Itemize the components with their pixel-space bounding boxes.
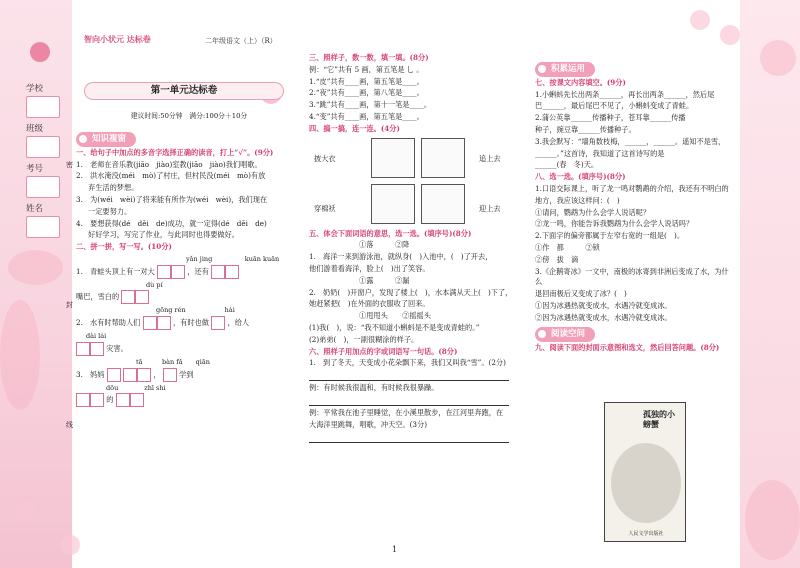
pinyin: dài lái [86, 332, 107, 341]
char-box[interactable] [90, 393, 104, 407]
q6-example: 大海洋里跳舞，唱歌，冲天空。(3分) [309, 419, 427, 429]
q5-item[interactable]: 2. 奶奶( )开窗户，发现了楼上( )，水本满从天上( )下了， [309, 287, 513, 297]
q1-item: 一定要努力。 [88, 206, 132, 216]
q4-left-item[interactable]: 披大衣 [314, 153, 336, 163]
flower-icon [60, 535, 80, 555]
bird-decoration-icon [760, 40, 796, 76]
kids-running-picture [421, 138, 465, 178]
q7-item[interactable]: 1.小蝌蚪先长出两条______，再长出两条______，然后尾 [535, 89, 715, 99]
q7-item[interactable]: 2.蒲公英靠______传播种子，苍耳靠______传播 [535, 113, 686, 123]
q5-item[interactable]: (2)弟弟( )，一副很糊涂的样子。 [309, 334, 419, 344]
pinyin: zhī shi [144, 383, 166, 392]
char-box[interactable] [143, 316, 157, 330]
castle-decoration-icon [745, 480, 800, 560]
q6-example: 例：有时候我很温和，有时候我很暴躁。 [309, 383, 439, 393]
char-box[interactable] [76, 393, 90, 407]
answer-line[interactable] [309, 433, 509, 443]
char-box[interactable] [171, 265, 185, 279]
char-box[interactable] [130, 393, 144, 407]
q1-item: 好好学习，写完了作业，与此同时也得要做好。 [88, 230, 239, 240]
q5-item: 他们游着看海洋，脸上( )出了笑容。 [309, 263, 430, 273]
label-name: 姓名 [26, 204, 44, 214]
page-number: 1 [392, 545, 398, 554]
pinyin: kuān kuān [244, 254, 280, 263]
char-box[interactable] [123, 368, 137, 382]
bird-icon [30, 42, 50, 62]
q5-options: ①露 ②漏 [359, 275, 410, 285]
q8-item[interactable]: 2.下面字的偏旁都属于左窄右宽的一组是( )。 [535, 231, 685, 241]
q4-right-item[interactable]: 追上去 [479, 153, 501, 163]
q8-option[interactable]: ①因为冰遇热就变成水，水遇冷就变成冰。 [535, 300, 672, 310]
school-field[interactable] [26, 96, 60, 118]
q4-right-item[interactable]: 迎上去 [479, 203, 501, 213]
q1-item[interactable]: 4. 要想获得(dé děi de)成功，就一定得(dé děi de) [76, 218, 267, 228]
label-id: 考号 [26, 164, 44, 174]
brand-subname: 达标卷 [126, 34, 151, 44]
char-box[interactable] [121, 290, 135, 304]
q4-matching [309, 136, 524, 228]
char-box[interactable] [211, 265, 225, 279]
question-7: 七、按课文内容填空。(9分) [535, 77, 626, 87]
q2-text: 嘴巴，雪白的 [76, 292, 120, 302]
q2-text: ， [153, 369, 161, 379]
label-class: 班级 [26, 124, 44, 134]
label-school: 学校 [26, 84, 44, 94]
q2-text: 3. 妈妈 [76, 369, 105, 379]
question-9: 九、阅读下面的封面示意图和选文，然后回答问题。(8分) [535, 343, 720, 353]
question-8: 八、选一选。(填序号)(8分) [535, 172, 626, 182]
pinyin: bàn fǎ [162, 357, 183, 366]
q8-item[interactable]: 地方，我应该这样问：( ) [535, 195, 620, 205]
seal-mark: 密 [66, 161, 73, 169]
char-box[interactable] [107, 368, 121, 382]
q1-item[interactable]: 1. 老师在音乐教(jiāo jiào)室教(jiāo jiào)我们唱歌。 [76, 159, 262, 169]
char-box[interactable] [137, 368, 151, 382]
id-field[interactable] [26, 176, 60, 198]
q5-options: ①甩甩头 ②摇摇头 [359, 311, 431, 321]
question-5: 五、体会下面词语的意思，选一选。(填序号)(8分) [309, 228, 472, 238]
char-box[interactable] [163, 368, 177, 382]
q2-text: ，给人 [227, 318, 250, 328]
q2-row [76, 358, 301, 382]
column-1 [76, 132, 301, 407]
section-header-knowledge: 知识複窗 [76, 132, 136, 147]
q3-item[interactable]: 1.“皮”共有____画，第五笔是____。 [309, 76, 424, 86]
tree-decoration-icon [8, 250, 63, 285]
q1-item[interactable]: 2. 洪水淹没(méi mò)了村庄，但村民没(méi mò)有放 [76, 171, 266, 181]
question-2: 二、拼一拼，写一写。(10分) [76, 242, 172, 252]
q2-row [76, 255, 301, 279]
book-cover [604, 402, 686, 542]
q5-item[interactable]: (1)我( )，说：“我不知道小蝌蚪是不是变成青蛙的。” [309, 322, 480, 332]
q5-options: ①落 ②降 [359, 240, 410, 250]
section-header-accumulate: 积累运用 [535, 62, 595, 77]
pinyin: qiān [195, 357, 210, 366]
brand-name: 智向小状元 [84, 34, 124, 44]
q3-item[interactable]: 2.“夜”共有____画，第八笔是____。 [309, 88, 424, 98]
q8-item: 1.口语交际课上，听了龙一鸣对鹦鹉的介绍，我还有不明白的 [535, 183, 729, 193]
answer-line[interactable] [309, 371, 509, 381]
q8-option[interactable]: ②因为冰遇热就变成水，水遇冷就变成冰。 [535, 312, 672, 322]
seal-mark: 封 [66, 301, 73, 309]
book-publisher: 人民文学出版社 [628, 531, 664, 537]
q6-example: 例：平常我在池子里睡觉，在小溪里散步，在江河里奔跑，在 [309, 407, 504, 417]
flower-icon [720, 25, 740, 45]
flower-icon [690, 10, 710, 30]
q7-item[interactable]: 巴______，最后尾巴不见了，小蝌蚪变成了青蛙。 [535, 101, 694, 111]
q8-option[interactable]: ②傍 拔 滴 [535, 254, 579, 264]
q2-row [76, 306, 301, 330]
class-field[interactable] [26, 136, 60, 158]
q3-example: 例：“它”共有 5 画，第五笔是 乚 。 [309, 64, 424, 74]
q3-item[interactable]: 3.“跳”共有____画，第十一笔是____。 [309, 100, 432, 110]
char-box[interactable] [90, 342, 104, 356]
q8-option[interactable]: ②龙一鸣，你能告诉我鹦鹉为什么会学人说话吗？ [535, 219, 694, 229]
question-3: 三、照样子，数一数，填一填。(8分) [309, 53, 429, 62]
q2-row [76, 281, 301, 305]
book-title: 孤独的小螃蟹 [643, 409, 675, 430]
char-box[interactable] [225, 265, 239, 279]
page-title: 第一单元达标卷 [84, 82, 284, 100]
q2-text: 2. 水有时帮助人们 [76, 318, 141, 328]
q7-item[interactable]: ______。”这首诗，我知道了这首诗写的是 [535, 148, 665, 158]
pinyin: yǎn jing [186, 254, 213, 263]
q2-text: 灾害。 [106, 343, 128, 353]
q2-text: 学到 [179, 369, 194, 379]
q8-option[interactable]: ①请问，鹦鹉为什么会学人说话呢？ [535, 207, 651, 217]
q2-text: ，还有 [187, 266, 209, 276]
pinyin: dōu [106, 383, 119, 392]
q2-text: ，有时也做 [172, 318, 209, 328]
q8-option[interactable]: ①作 都 ②锁 [535, 242, 622, 252]
exam-subtitle: 建议时间:50分钟 满分:100分＋10分 [130, 112, 248, 120]
char-box[interactable] [135, 290, 149, 304]
grade-label: 二年级语文（上）（R） [205, 37, 277, 45]
question-4: 四、搞一搞，连一连。(4分) [309, 123, 400, 133]
header-logo [84, 34, 151, 45]
q2-row [76, 332, 301, 356]
q1-item[interactable]: 3. 为(wéi wèi)了将来能有所作为(wéi wèi)，我们现在 [76, 194, 268, 204]
question-6: 六、照样子用加点的字或词语写一句话。(8分) [309, 346, 458, 356]
char-box[interactable] [157, 316, 171, 330]
q5-item: 她赶紧把( )在外面的衣服收了回来。 [309, 299, 430, 309]
q4-left-item[interactable]: 穿棉袄 [314, 203, 336, 213]
pinyin: hài [224, 306, 235, 315]
q7-item[interactable]: 种子，豌豆靠______传播种子。 [535, 124, 636, 134]
pinyin: gōng rén [156, 306, 186, 315]
pinyin: tā [136, 357, 143, 366]
boy-jacket-picture [371, 184, 415, 224]
q8-item[interactable]: 退回南极后又变成了冰？( ) [535, 289, 627, 299]
boy-coat-picture [371, 138, 415, 178]
column-2 [309, 52, 524, 445]
crab-illustration-icon [611, 443, 681, 523]
name-field[interactable] [26, 216, 60, 238]
char-box[interactable] [76, 342, 90, 356]
column-3 [535, 62, 735, 355]
kids-meeting-picture [421, 184, 465, 224]
q2-text: 1. 青蛙头顶上有一对大 [76, 266, 155, 276]
char-box[interactable] [116, 393, 130, 407]
pinyin: dù pí [146, 280, 163, 289]
q6-item: 1. 到了冬天，天变成小花朵飘下来，我们又叫我“雪”。(2分) [309, 358, 506, 368]
section-header-reading: 阅读空间 [535, 327, 595, 342]
seal-mark: 线 [66, 421, 73, 429]
question-1: 一、给句子中加点的多音字选择正确的读音，打上“√”。(9分) [76, 147, 274, 157]
q8-item: 3.《企鹅寄冰》一文中，南极的冰寄到非洲后变成了水，为什么 [535, 266, 729, 287]
char-box[interactable] [211, 316, 225, 330]
q2-text: 的 [106, 395, 114, 405]
char-box[interactable] [157, 265, 171, 279]
tree-trunk-decoration-icon [0, 300, 40, 410]
q3-item[interactable]: 4.“变”共有____画，第五笔是____。 [309, 111, 424, 121]
answer-line[interactable] [309, 396, 509, 406]
q7-item[interactable]: 3.我会默写：“墙角数枝梅，______，______。遥知不是雪， [535, 136, 726, 146]
q7-item[interactable]: ______(春 冬)天。 [535, 160, 599, 170]
q1-item: 弃生活的梦想。 [88, 183, 139, 193]
q5-item[interactable]: 1. 海洋一来到游泳池，就纵身( )入池中，( )了开去， [309, 252, 493, 262]
flower-icon [15, 500, 35, 520]
q2-row [76, 384, 301, 408]
